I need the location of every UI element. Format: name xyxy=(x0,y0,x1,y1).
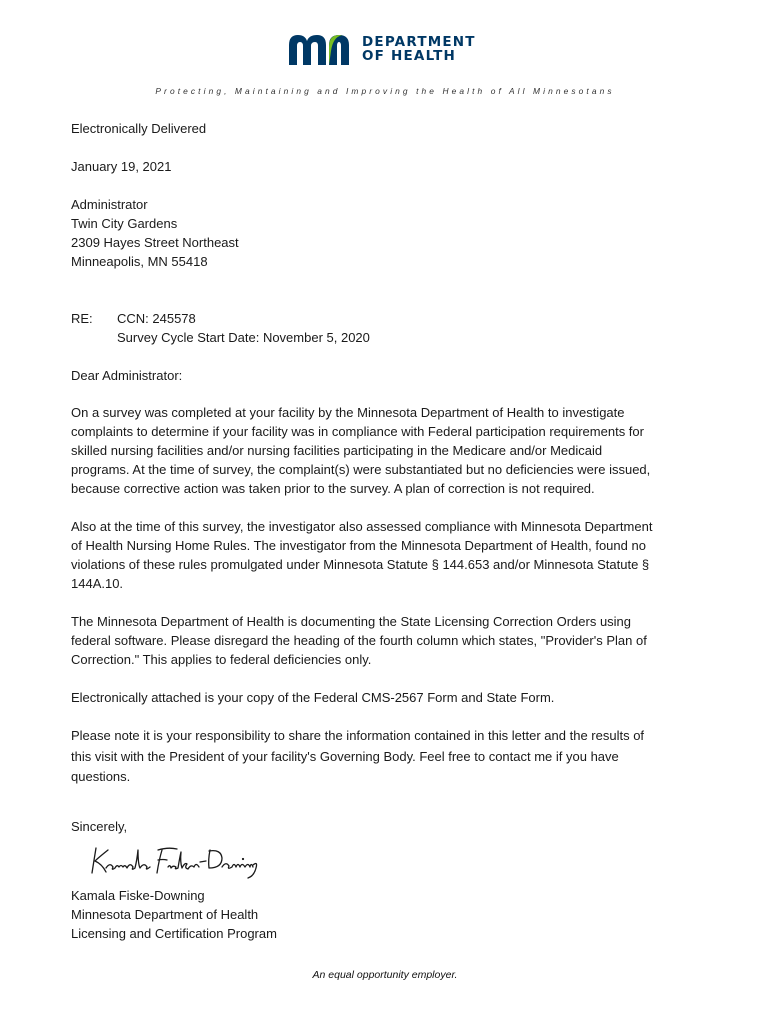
closing: Sincerely, xyxy=(71,819,128,834)
signer-name: Kamala Fiske-Downing xyxy=(71,888,205,903)
paragraph-line: Please note it is your responsibility to share the information contained in this letter and the results of xyxy=(71,728,645,743)
mn-logo-icon xyxy=(289,33,353,65)
re-line: CCN: 245578 xyxy=(117,311,196,326)
paragraph-line: complaints to determine if your facility was in compliance with Federal participation requirements for xyxy=(71,424,644,439)
recipient-line: Administrator xyxy=(71,197,148,212)
re-label: RE: xyxy=(71,311,93,326)
recipient-block xyxy=(71,195,239,271)
paragraph-line: because corrective action was taken prior to the survey. A plan of correction is not required. xyxy=(71,481,595,496)
salutation: Dear Administrator: xyxy=(71,368,183,383)
letter-date: January 19, 2021 xyxy=(71,159,172,174)
paragraph-line: 144A.10. xyxy=(71,576,124,591)
handwritten-signature xyxy=(88,840,263,880)
logo-wordmark xyxy=(362,35,476,63)
re-block xyxy=(117,309,370,347)
signer-block xyxy=(71,886,277,943)
paragraph-line: violations of these rules promulgated under Minnesota Statute § 144.653 and/or Minnesota Statute § xyxy=(71,557,650,572)
paragraph-line: On a survey was completed at your facility by the Minnesota Department of Health to investigate xyxy=(71,405,625,420)
paragraph-line: skilled nursing facilities and/or nursing facilities participating in the Medicare and/or Medicaid xyxy=(71,443,603,458)
paragraph-attachment: Electronically attached is your copy of the Federal CMS-2567 Form and State Form. xyxy=(71,690,555,705)
recipient-line: Twin City Gardens xyxy=(71,216,178,231)
re-line: Survey Cycle Start Date: November 5, 2020 xyxy=(117,330,370,345)
paragraph-responsibility xyxy=(71,726,696,788)
paragraph-line: of Health Nursing Home Rules. The investigator from the Minnesota Department of Health, found no xyxy=(71,538,646,553)
logo-line-1: DEPARTMENT xyxy=(362,34,476,50)
paragraph-line: federal software. Please disregard the heading of the fourth column which states, "Provider's Plan of xyxy=(71,633,647,648)
paragraph-survey xyxy=(71,403,696,498)
recipient-line: Minneapolis, MN 55418 xyxy=(71,254,208,269)
footer-equal-opportunity: An equal opportunity employer. xyxy=(312,969,458,981)
paragraph-line: Correction." This applies to federal deficiencies only. xyxy=(71,652,372,667)
paragraph-line: questions. xyxy=(71,769,131,784)
delivery-method: Electronically Delivered xyxy=(71,121,207,136)
signer-organization: Minnesota Department of Health xyxy=(71,907,259,922)
paragraph-line: programs. At the time of survey, the complaint(s) were substantiated but no deficiencies were issued, xyxy=(71,462,651,477)
recipient-line: 2309 Hayes Street Northeast xyxy=(71,235,239,250)
signer-program: Licensing and Certification Program xyxy=(71,926,277,941)
tagline: Protecting, Maintaining and Improving the Health of All Minnesotans xyxy=(155,86,615,96)
paragraph-software xyxy=(71,612,696,669)
paragraph-line: Also at the time of this survey, the investigator also assessed compliance with Minnesota Department xyxy=(71,519,653,534)
paragraph-line: this visit with the President of your facility's Governing Body. Feel free to contact me if you have xyxy=(71,748,619,764)
paragraph-state-rules xyxy=(71,517,696,593)
mdh-logo xyxy=(289,33,476,65)
logo-line-2: OF HEALTH xyxy=(362,48,457,64)
paragraph-line: The Minnesota Department of Health is documenting the State Licensing Correction Orders using xyxy=(71,614,632,629)
